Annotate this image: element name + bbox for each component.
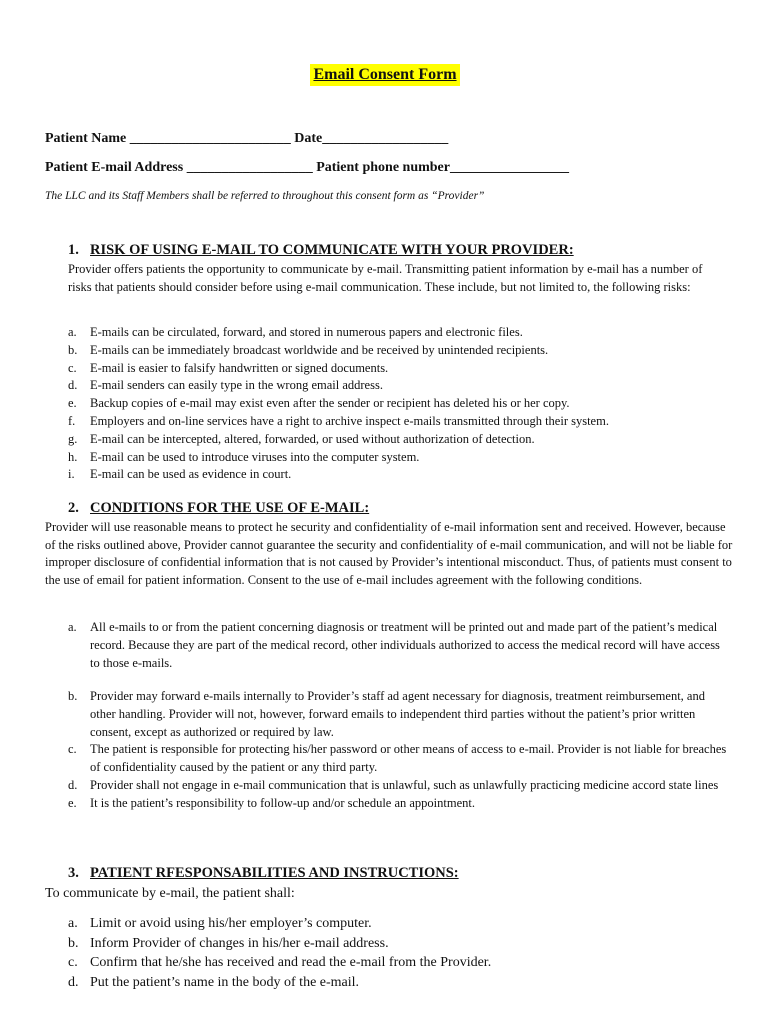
list-item (68, 377, 718, 395)
list-text: E-mail can be used as evidence in court. (90, 467, 292, 482)
list-marker: d. (68, 974, 79, 990)
list-text: The patient is responsible for protecting his/her password or other means of access to e-mail. Provider is not liable for breaches of confidentiality caused by the patient or any third party. (90, 742, 727, 775)
list-text: Confirm that he/she has received and read the e-mail from the Provider. (90, 955, 492, 970)
list-text: Limit or avoid using his/her employer’s computer. (90, 916, 372, 931)
section-1-intro: Provider offers patients the opportunity to communicate by e-mail. Transmitting patient information by e-mail has a number of risks that patients should consider before using e-mail communication. These include, but not limited to, the following risks: (68, 262, 703, 294)
list-item (68, 619, 728, 672)
list-item (68, 688, 728, 741)
list-marker: b. (68, 935, 79, 951)
list-item (68, 431, 718, 449)
section-3-number: 3. (68, 865, 79, 881)
list-marker: a. (68, 325, 77, 339)
list-marker: g. (68, 431, 78, 446)
list-marker: d. (68, 378, 78, 393)
list-text: E-mails can be circulated, forward, and stored in numerous papers and electronic files. (90, 325, 523, 339)
list-text: Backup copies of e-mail may exist even after the sender or recipient has deleted his or her copy. (90, 396, 570, 411)
list-marker: f. (68, 413, 76, 428)
list-item (68, 741, 728, 777)
list-text: E-mail is easier to falsify handwritten or signed documents. (90, 360, 389, 375)
list-text: E-mails can be immediately broadcast worldwide and be received by unintended recipients. (90, 342, 549, 357)
list-marker: e. (68, 396, 77, 411)
list-text: E-mail can be intercepted, altered, forwarded, or used without authorization of detection. (90, 431, 535, 446)
list-item (68, 914, 728, 934)
list-marker: h. (68, 449, 78, 464)
section-3-heading (68, 865, 459, 882)
list-item (68, 449, 718, 467)
section-2-number: 2. (68, 500, 79, 516)
section-3-instructions-list (68, 914, 728, 992)
provider-definition-note: The LLC and its Staff Members shall be referred to throughout this consent form as “Provider” (45, 190, 485, 202)
list-item (68, 360, 718, 378)
list-marker: b. (68, 689, 78, 703)
list-marker: a. (68, 620, 77, 634)
list-marker: a. (68, 916, 78, 931)
section-1-heading (68, 242, 574, 259)
list-item (68, 934, 728, 954)
list-item (68, 324, 718, 342)
section-2-heading (68, 500, 369, 517)
list-marker: c. (68, 955, 78, 970)
patient-name-date-line: Patient Name _______________________ Date__________________ (45, 131, 449, 146)
list-marker: e. (68, 795, 77, 810)
list-item (68, 413, 718, 431)
list-marker: d. (68, 777, 78, 792)
list-item (68, 973, 728, 993)
list-text: Inform Provider of changes in his/her e-mail address. (90, 935, 389, 951)
list-marker: c. (68, 360, 77, 375)
section-2-title: CONDITIONS FOR THE USE OF E-MAIL: (90, 500, 370, 516)
section-3-title: PATIENT RFESPONSABILITIES AND INSTRUCTIONS: (90, 865, 459, 881)
list-marker: c. (68, 742, 77, 757)
list-item (68, 395, 718, 413)
list-text: E-mail senders can easily type in the wrong email address. (90, 378, 383, 393)
list-text: Employers and on-line services have a right to archive inspect e-mails transmitted through their system. (90, 413, 609, 428)
list-text: Provider may forward e-mails internally to Provider’s staff ad agent necessary for diagnosis, treatment reimbursement, and other handling. Provider will not, however, forward emails to independent third parties without the patient’s prior written consent, except as authorized or required by law. (90, 689, 705, 739)
list-item (68, 466, 718, 484)
list-text: E-mail can be used to introduce viruses into the computer system. (90, 449, 420, 464)
section-1-number: 1. (68, 242, 79, 258)
section-2-conditions-list (68, 688, 728, 813)
list-text: Provider shall not engage in e-mail communication that is unlawful, such as unlawfully practicing medicine accord state lines (90, 777, 719, 792)
list-text: All e-mails to or from the patient concerning diagnosis or treatment will be printed out and made part of the patient’s medical record. Because they are part of the medical record, other individuals authorized to access the medical record will have access to those e-mails. (90, 620, 720, 670)
list-marker: i. (68, 467, 75, 482)
page-title: Email Consent Form (310, 64, 459, 86)
section-1-risk-list (68, 324, 718, 484)
list-marker: b. (68, 342, 78, 357)
section-1-title: RISK OF USING E-MAIL TO COMMUNICATE WITH YOUR PROVIDER: (90, 242, 574, 258)
section-2-item-a-list (68, 619, 728, 672)
list-item (68, 342, 718, 360)
list-item (68, 795, 728, 813)
list-item (68, 953, 728, 973)
section-2-intro: Provider will use reasonable means to protect he security and confidentiality of e-mail information sent and received. However, because of the risks outlined above, Provider cannot guarantee the security and confidentiality of e-mail communication, and will not be liable for improper disclosure of confidential information that is not caused by Provider’s intentional misconduct. Thus, of patients must consent to the use of email for patient information. Consent to the use of e-mail includes agreement with the following conditions. (45, 520, 733, 587)
list-item (68, 777, 728, 795)
list-text: It is the patient’s responsibility to follow-up and/or schedule an appointment. (90, 795, 475, 810)
patient-email-phone-line: Patient E-mail Address __________________ Patient phone number_________________ (45, 160, 569, 175)
list-text: Put the patient’s name in the body of the e-mail. (90, 974, 360, 990)
section-3-intro: To communicate by e-mail, the patient shall: (45, 886, 295, 901)
